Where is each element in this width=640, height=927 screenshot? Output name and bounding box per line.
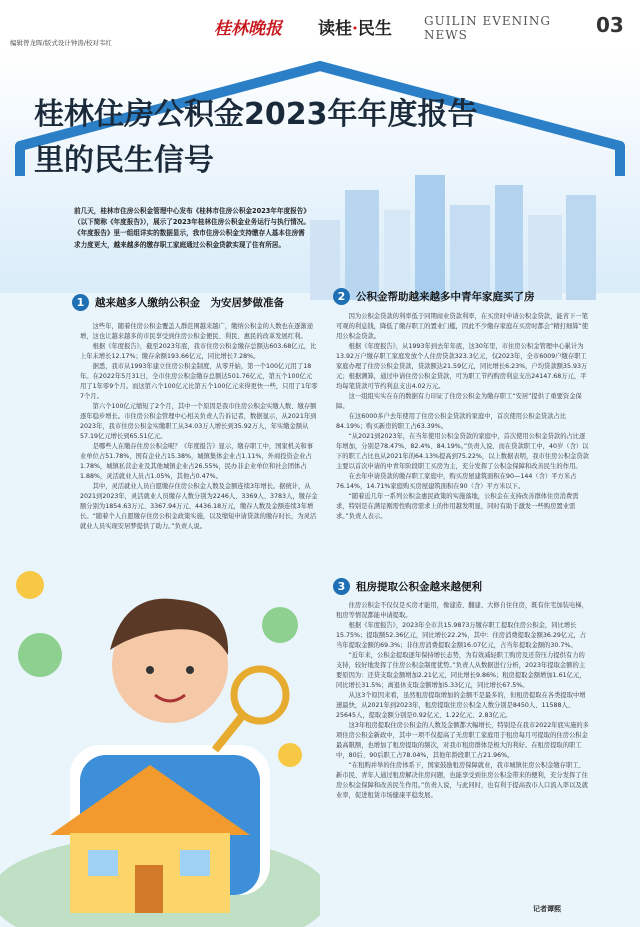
section-2-paragraph: 在这6000多户去年使用了住房公积金贷款的家庭中，首次使用公积金贷款占比84.19%；购买新房的职工占63.39%。 [336, 413, 567, 430]
section-name-b: 民生 [357, 19, 392, 39]
brand-logo: 桂林晚报 [214, 19, 282, 39]
section-3-heading [333, 578, 482, 595]
page-number: 03 [596, 13, 624, 37]
section-3-paragraph: 从这3个原因来看，虽然租房提取增加的金额不是最多的，但租房提取在各类提取中增速最快，从2021年到2023年，租房提取住房公积金人数分别是8450人、11588人、25645人，提取金额分别是0.92亿元、1.22亿元、2.83亿元。 [336, 692, 586, 719]
section-2-heading [333, 288, 535, 305]
section-1-paragraph: 这些年，随着住房公积金覆盖人群范围越来越广，缴纳公积金的人数也在逐渐递增，这也让越来越多的市民享受到住房公积金便民、利民、惠民的改革发展红利。 [80, 323, 313, 340]
section-1-title: 越来越多人缴纳公积金 为安居梦做准备 [95, 297, 284, 309]
lead-paragraph: 前几天，桂林市住房公积金管理中心发布《桂林市住房公积金2023年年度报告》（以下简称《年度报告》），展示了2023年桂林住房公积金业务运行与执行情况。《年度报告》里一组组详实的数据显示，我市住房公积金支持缴存人基本住房需求力度更大，越来越多的缴存职工家庭通过公积金贷款实现了住有所居。 [74, 207, 310, 249]
masthead [0, 0, 640, 49]
section-3-paragraph: 根据《年度报告》，2023年全市共15.9873万缴存职工提取住房公积金，同比增长15.75%；提取额52.36亿元，同比增长22.2%，其中：住房消费提取金额36.29亿元，占当年提取金额的69.3%；非住房消费提取金额16.07亿元，占当年提取金额的30.7%。 [336, 622, 587, 649]
section-3-paragraph: 住房公积金不仅仅是买房才能用，像建造、翻建、大修自住住房，既有住宅加装电梯，租房等情况都能申请提取。 [336, 602, 588, 619]
section-2-paragraph: “随着近几年一系列公积金惠民政策的实施落地，公积金在支持改善群体住房消费需求，特别是在满足刚需性购房需求上的作用越发明显，同时有助于激发一些购房置业需求。”负责人表示。 [336, 493, 579, 520]
section-1-paragraph: 第六个100亿元缩短了2个月，其中一个原因是我市住房公积金实缴人数、缴存额逐年稳步增长。市住房公积金管理中心相关负责人告诉记者，数据显示，从2021年到2023年，我市住房公积金实缴职工从34.03万人增长到35.92万人，年实缴金额从57.19亿元增长到65.51亿元。 [80, 403, 317, 440]
section-3-title: 租房提取公积金越来越便利 [356, 581, 482, 593]
section-1-body [80, 322, 318, 532]
headline-line-2: 里的民生信号 [34, 143, 214, 178]
section-2-paragraph: 根据《年度报告》，从1993年到去年年底，这30年里，市住房公积金管理中心累计为13.92万户缴存职工家庭发放个人住房贷款323.3亿元，仅2023年，全市6009户缴存职工家庭办理了住房公积金贷款，贷款额达21.59亿元，同比增长6.23%，户均贷款额35.93万元；根据测算，通过申请住房公积金贷款，可为职工节约购房利息支出24147.68万元，平均每笔贷款可节约利息支出4.02万元。 [336, 343, 588, 390]
section-name [318, 14, 392, 39]
section-2-paragraph: 这一组组实实在在的数据有力印证了住房公积金为缴存职工“安居”提供了重要资金保障。 [336, 393, 582, 410]
section-1-paragraph: 其中，灵活就业人员自愿缴存住房公积金人数及金额连续3年增长。据统计，从2021到2023年，灵活就业人员缴存人数分别为2246人、3369人、3783人，缴存金额分别为1854.63万元、3367.94万元、4436.18万元，缴存人数及金额连续3年增长。“随着个人自愿缴存住房公积金政策实施，以及缩短申请贷款的缴存时长，为灵活就业人员实现安居梦提供了助力。”负责人说。 [80, 483, 318, 530]
section-2-paragraph: 在去年申请贷款的缴存职工家庭中，购买房屋建筑面积在90—144（含）平方米占76.14%，14.71%家庭购买房屋建筑面积在90（含）平方米以下。 [336, 473, 577, 490]
section-1-heading [72, 294, 284, 311]
section-2-title: 公积金帮助越来越多中青年家庭买了房 [356, 291, 535, 303]
section-dot: · [352, 19, 358, 39]
section-3-paragraph: “近年来，公积金提取逐年保持增长态势，为有效减轻职工购房及还贷压力提供有力的支持，较好地发挥了住房公积金制度优势。”负责人从数据进行分析，2023年提取金额的主要原因为：还贷支取金额增加2.21亿元，同比增长9.86%；租房提取金额增加1.61亿元，同比增长31.5%；离退休支取金额增加5.33亿元，同比增长67.5%。 [336, 652, 586, 689]
section-2-number: 2 [333, 288, 350, 305]
section-2-paragraph: “从2021到2023年，在当年使用公积金贷款的家庭中，首次使用公积金贷款的占比逐年增加，分别是78.47%、82.4%、84.19%。”负责人说，而在贷款职工中，40岁（含）以下的职工占比也从2021年的64.13%提高到75.22%，以上数据表明，我市住房公积金贷款主要以首次申请的中青年阶段职工买房为主，充分发挥了公积金保障和改善民生的作用。 [336, 433, 589, 470]
section-2-body [336, 312, 590, 522]
editor-credits: 编辑曾龙晖/版式设计钟涛/校对韦红 [10, 39, 112, 47]
section-3-body [336, 601, 590, 801]
section-1-paragraph: 据悉，我市从1993年建立住房公积金制度，从零开始，第一个100亿元用了18年。在2022年5月31日，全市住房公积金缴存总额达501.76亿元，第五个100亿元用了1年零9个月。而这第六个100亿元比第五个100亿元来得更快一些，只用了1年零7个月。 [80, 363, 318, 400]
headline-line-1: 桂林住房公积金2023年年度报告 [34, 97, 478, 132]
section-name-a: 读桂 [318, 19, 352, 39]
section-1-number: 1 [72, 294, 89, 311]
reporter-byline: 记者谭熙 [533, 905, 561, 913]
headline [34, 92, 594, 184]
section-1-paragraph: 是哪些人在缴存住房公积金呢？《年度报告》显示，缴存职工中，国家机关和事业单位占51.78%，国有企业占15.38%，城镇集体企业占1.11%，外商投资企业占1.78%，城镇私营企业及其他城镇企业占26.55%，民办非企业单位和社会团体占1.88%，灵活就业人员占1.05%，其他占0.47%。 [80, 443, 313, 480]
section-1-paragraph: 根据《年度报告》，截至2023年底，我市住房公积金缴存总额达603.68亿元，比上年末增长12.17%；缴存余额193.66亿元，同比增长7.28%。 [80, 343, 317, 360]
section-3-paragraph: 这3年租房提取住房公积金的人数及金额都大幅增长，特别是在我市2022年底实施的多项住房公积金新政中，其中一项不仅提高了无房职工家庭用于租房每月可提取的住房公积金最高限额，也增加了租房提取的频次，对我市租房群体是极大的利好。在租房提取的职工中，80后、90后职工占78.04%，其他年龄段职工占21.96%。 [336, 722, 590, 759]
person-with-house-illustration [0, 545, 320, 927]
section-3-number: 3 [333, 578, 350, 595]
english-name: GUILIN EVENING NEWS [424, 14, 551, 42]
section-2-paragraph: 因为公积金贷款的利率低于同期商业贷款利率，在买房时申请公积金贷款，能省下一笔可观的利息钱，降低了缴存职工的置业门槛，因此不少缴存家庭在买房时都会“精打细算”使用公积金贷款。 [336, 313, 589, 340]
section-3-paragraph: “在租购并举的住房体系下，国家鼓励租房保障就业，我市城镇住房公积金缴存职工、新市民、青年人通过租房解决住房问题，也能享受到住房公积金带来的便利，充分发挥了住房公积金保障和改善民生作用。”负责人说，与此同时，也有利于提高我市人口流入率以及就业率，促进租赁市场健康平稳发展。 [336, 762, 588, 799]
